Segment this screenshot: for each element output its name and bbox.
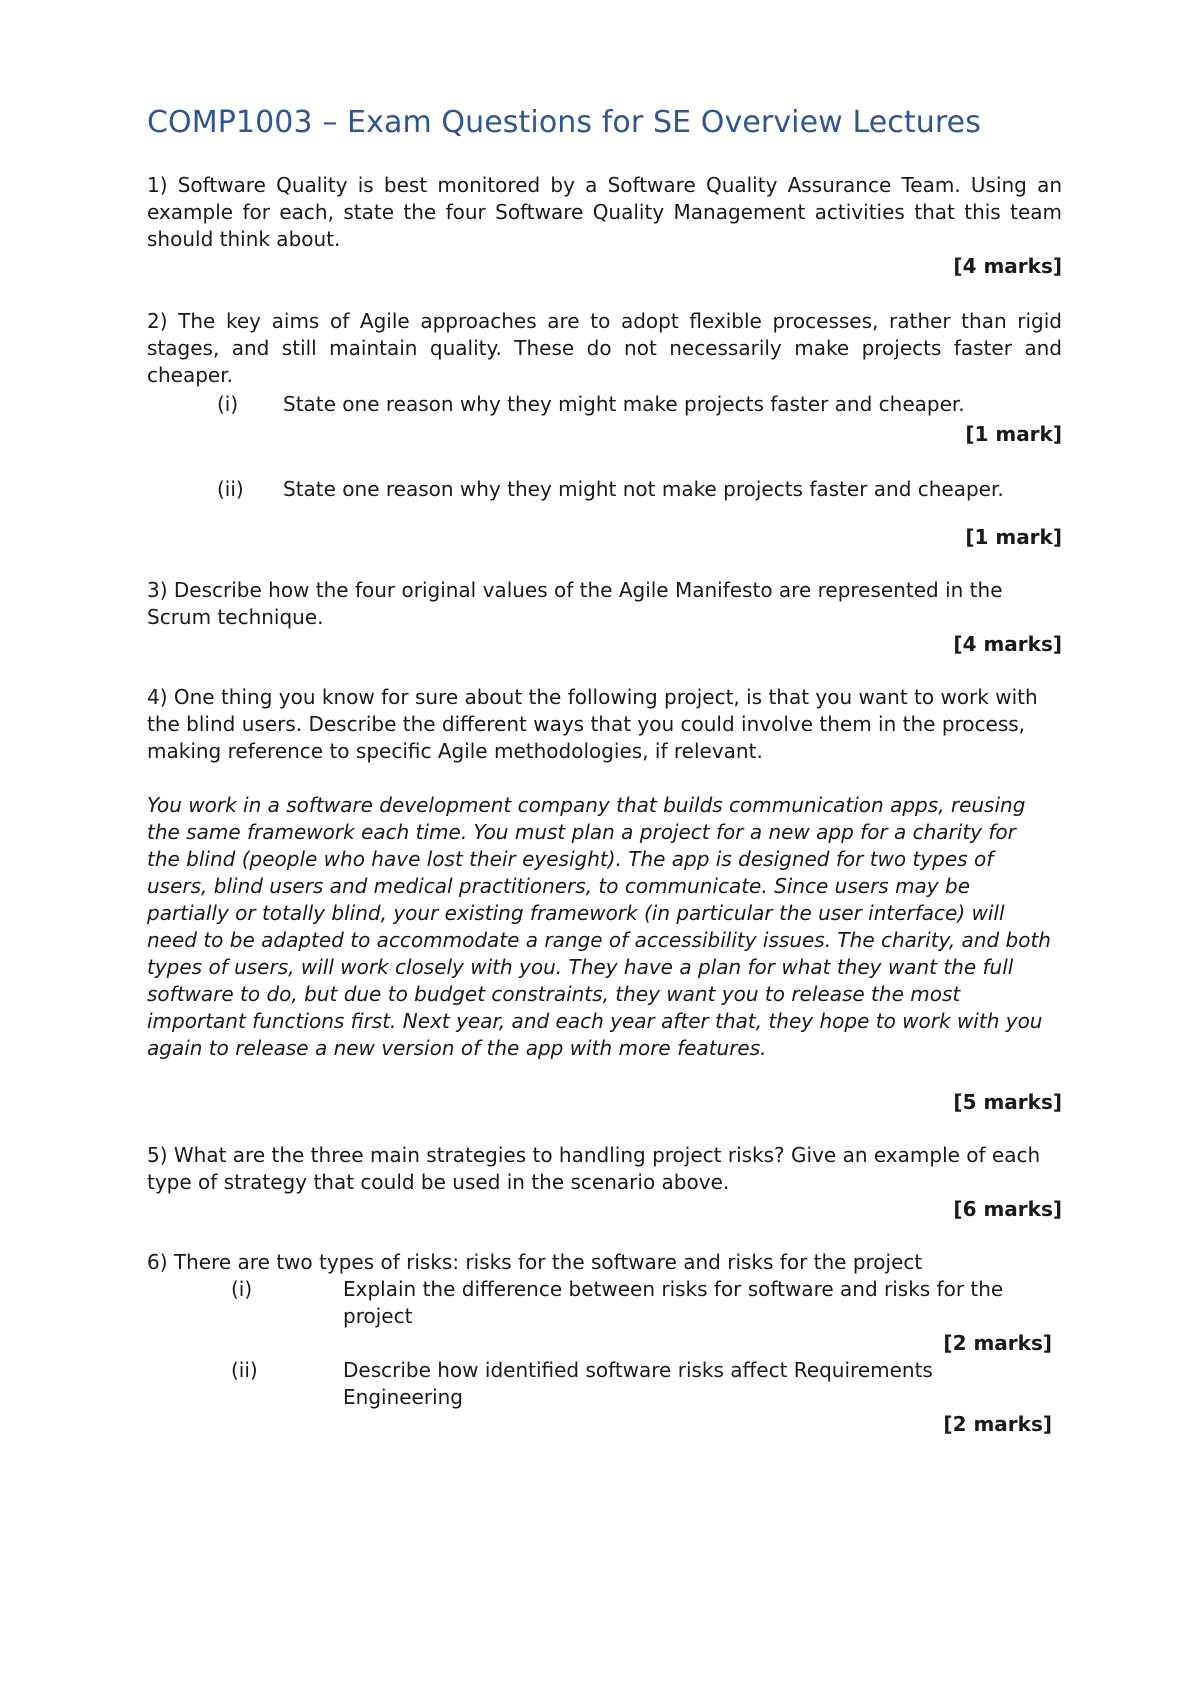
question-2-text: 2) The key aims of Agile approaches are to adopt flexible processes, rather than rigid stages, and still maintain quality. These do not necessarily make projects faster and cheaper. bbox=[147, 309, 1062, 387]
question-2-part-ii bbox=[147, 474, 1062, 504]
part-number: (i) bbox=[217, 392, 239, 416]
question-3-marks: [4 marks] bbox=[953, 632, 1062, 656]
question-4-text: 4) One thing you know for sure about the following project, is that you want to work with the blind users. Describe the different ways that you could involve them in the process, making reference to specific Agile methodologies, if relevant. bbox=[147, 685, 1038, 763]
part-number: (i) bbox=[231, 1277, 253, 1301]
question-2-part-i bbox=[147, 389, 1062, 419]
question-6-part-ii bbox=[147, 1357, 1062, 1411]
question-6-part-i-marks: [2 marks] bbox=[943, 1331, 1052, 1355]
question-1 bbox=[147, 172, 1062, 280]
question-2 bbox=[147, 308, 1062, 551]
question-4-marks: [5 marks] bbox=[953, 1090, 1062, 1114]
question-1-text: 1) Software Quality is best monitored by a Software Quality Assurance Team. Using an example for each, state the four Software Quality Management activities that this team should think about. bbox=[147, 173, 1062, 251]
question-4 bbox=[147, 684, 1062, 1116]
question-6-part-i bbox=[147, 1276, 1062, 1330]
question-5 bbox=[147, 1142, 1062, 1223]
part-text: Describe how identified software risks affect Requirements Engineering bbox=[343, 1358, 933, 1409]
question-5-marks: [6 marks] bbox=[953, 1197, 1062, 1221]
question-3-text: 3) Describe how the four original values of the Agile Manifesto are represented in the Scrum technique. bbox=[147, 578, 1003, 629]
part-text: Explain the difference between risks for software and risks for the project bbox=[343, 1277, 1004, 1328]
question-2-part-ii-marks: [1 mark] bbox=[965, 525, 1062, 549]
part-text: State one reason why they might not make projects faster and cheaper. bbox=[283, 477, 1004, 501]
question-6-text: 6) There are two types of risks: risks for the software and risks for the project bbox=[147, 1250, 923, 1274]
exam-document bbox=[147, 105, 1062, 1438]
question-6 bbox=[147, 1249, 1062, 1438]
question-3 bbox=[147, 577, 1062, 658]
question-5-text: 5) What are the three main strategies to handling project risks? Give an example of each type of strategy that could be used in the scenario above. bbox=[147, 1143, 1041, 1194]
part-text: State one reason why they might make projects faster and cheaper. bbox=[283, 392, 965, 416]
part-number: (ii) bbox=[217, 477, 244, 501]
question-2-part-i-marks: [1 mark] bbox=[965, 422, 1062, 446]
question-6-part-ii-marks: [2 marks] bbox=[943, 1412, 1052, 1436]
question-1-marks: [4 marks] bbox=[953, 254, 1062, 278]
part-number: (ii) bbox=[231, 1358, 258, 1382]
question-4-scenario: You work in a software development company that builds communication apps, reusing the same framework each time. You must plan a project for a new app for a charity for the blind (people who have lost their eyesight). The app is designed for two types of users, blind users and medical practitioners, to communicate. Since users may be partially or totally blind, your existing framework (in particular the user interface) will need to be adapted to accommodate a range of accessibility issues. The charity, and both types of users, will work closely with you. They have a plan for what they want the full software to do, but due to budget constraints, they want you to release the most important functions first. Next year, and each year after that, they hope to work with you again to release a new version of the app with more features. bbox=[147, 793, 1051, 1060]
document-title: COMP1003 – Exam Questions for SE Overview Lectures bbox=[147, 105, 981, 140]
